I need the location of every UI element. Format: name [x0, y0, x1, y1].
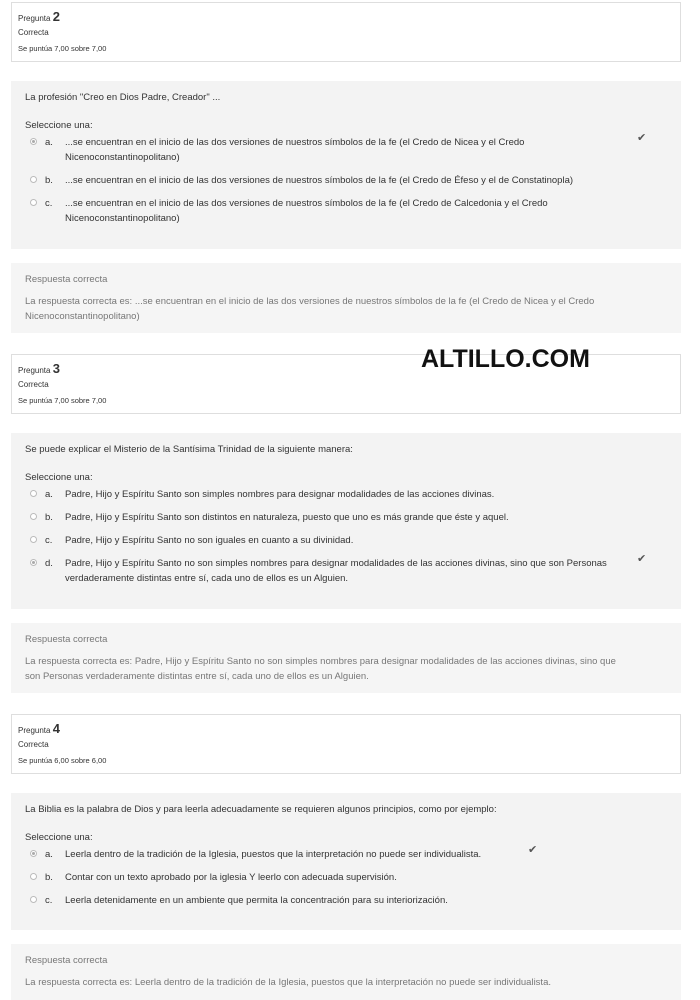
- answer-letter: b.: [45, 175, 53, 186]
- question-number: Pregunta 3: [18, 361, 60, 376]
- answer-letter: c.: [45, 198, 53, 209]
- answer-option-c[interactable]: [25, 893, 667, 908]
- answer-letter: c.: [45, 535, 53, 546]
- question-grade: Se puntúa 7,00 sobre 7,00: [18, 44, 107, 53]
- check-icon: ✔: [528, 844, 538, 856]
- answer-list: [25, 132, 667, 226]
- answer-text: Padre, Hijo y Espíritu Santo no son simples nombres para designar modalidades de las acciones divinas, sino que son Personas verdaderamente distintas entre sí, cada uno de ellos es un Alguien.: [65, 558, 607, 584]
- answer-letter: b.: [45, 512, 53, 523]
- answer-prompt: Seleccione una:: [25, 472, 93, 483]
- answer-option-d[interactable]: [25, 553, 667, 586]
- answer-option-b[interactable]: [25, 870, 667, 885]
- answer-option-b[interactable]: [25, 510, 667, 525]
- answer-letter: a.: [45, 489, 53, 500]
- radio-button[interactable]: [30, 199, 37, 206]
- question-grade: Se puntúa 7,00 sobre 7,00: [18, 396, 107, 405]
- question-2-info: [11, 2, 681, 62]
- feedback-heading: Respuesta correcta: [25, 634, 108, 645]
- check-icon: ✔: [637, 553, 647, 565]
- feedback-heading: Respuesta correcta: [25, 955, 108, 966]
- radio-button[interactable]: [30, 513, 37, 520]
- question-number: Pregunta 2: [18, 9, 60, 24]
- question-number: Pregunta 4: [18, 721, 60, 736]
- answer-option-a[interactable]: [25, 132, 667, 165]
- question-state: Correcta: [18, 28, 49, 37]
- radio-button[interactable]: [30, 138, 37, 145]
- answer-list: [25, 844, 667, 908]
- radio-button[interactable]: [30, 490, 37, 497]
- feedback-text: La respuesta correcta es: ...se encuentran en el inicio de las dos versiones de nuestros símbolos de la fe (el Credo de Nicea y el Credo Nicenoconstantinopolitano): [25, 296, 595, 322]
- question-3-feedback: [11, 623, 681, 693]
- question-2-feedback: [11, 263, 681, 333]
- answer-option-a[interactable]: [25, 487, 667, 502]
- answer-letter: a.: [45, 849, 53, 860]
- answer-text: Padre, Hijo y Espíritu Santo son simples nombres para designar modalidades de las acciones divinas.: [65, 489, 495, 500]
- question-text: Se puede explicar el Misterio de la Santísima Trinidad de la siguiente manera:: [25, 444, 353, 455]
- radio-button[interactable]: [30, 559, 37, 566]
- question-grade: Se puntúa 6,00 sobre 6,00: [18, 756, 107, 765]
- answer-text: ...se encuentran en el inicio de las dos versiones de nuestros símbolos de la fe (el Credo de Calcedonia y el Credo Nicenoconstantinopolitano): [65, 198, 548, 224]
- answer-option-a[interactable]: [25, 844, 667, 862]
- answer-list: [25, 487, 667, 586]
- feedback-text: La respuesta correcta es: Leerla dentro de la tradición de la Iglesia, puestos que la interpretación no puede ser individualista.: [25, 977, 551, 988]
- answer-option-c[interactable]: [25, 196, 667, 226]
- radio-button[interactable]: [30, 850, 37, 857]
- answer-text: Leerla detenidamente en un ambiente que permita la concentración para su interiorización.: [65, 895, 448, 906]
- answer-letter: a.: [45, 137, 53, 148]
- answer-text: ...se encuentran en el inicio de las dos versiones de nuestros símbolos de la fe (el Credo de Éfeso y el de Constatinopla): [65, 175, 574, 186]
- feedback-text: La respuesta correcta es: Padre, Hijo y Espíritu Santo no son simples nombres para designar modalidades de las acciones divinas, sino que son Personas verdaderamente distintas entre sí, cada uno de ellos es un Alguien.: [25, 656, 616, 682]
- question-3-content: [11, 433, 681, 609]
- answer-letter: b.: [45, 872, 53, 883]
- answer-text: Padre, Hijo y Espíritu Santo no son iguales en cuanto a su divinidad.: [65, 535, 354, 546]
- answer-letter: d.: [45, 558, 53, 569]
- radio-button[interactable]: [30, 536, 37, 543]
- question-text: La profesión "Creo en Dios Padre, Creador" ...: [25, 92, 221, 103]
- answer-prompt: Seleccione una:: [25, 120, 93, 131]
- answer-text: Leerla dentro de la tradición de la Iglesia, puestos que la interpretación no puede ser individualista.: [65, 849, 482, 860]
- radio-button[interactable]: [30, 873, 37, 880]
- radio-button[interactable]: [30, 896, 37, 903]
- question-2-content: [11, 81, 681, 249]
- question-state: Correcta: [18, 740, 49, 749]
- question-4-info: [11, 714, 681, 774]
- answer-text: Contar con un texto aprobado por la iglesia Y leerlo con adecuada supervisión.: [65, 872, 397, 883]
- radio-button[interactable]: [30, 176, 37, 183]
- answer-prompt: Seleccione una:: [25, 832, 93, 843]
- question-4-content: [11, 793, 681, 930]
- answer-text: ...se encuentran en el inicio de las dos versiones de nuestros símbolos de la fe (el Credo de Nicea y el Credo Nicenoconstantinopolitano): [65, 137, 525, 163]
- answer-option-c[interactable]: [25, 533, 667, 548]
- answer-text: Padre, Hijo y Espíritu Santo son distintos en naturaleza, puesto que uno es más grande que éste y aquel.: [65, 512, 509, 523]
- feedback-heading: Respuesta correcta: [25, 274, 108, 285]
- answer-option-b[interactable]: [25, 173, 667, 188]
- question-state: Correcta: [18, 380, 49, 389]
- question-text: La Biblia es la palabra de Dios y para leerla adecuadamente se requieren algunos principios, como por ejemplo:: [25, 804, 497, 815]
- watermark: ALTILLO.COM: [421, 345, 590, 373]
- question-4-feedback: [11, 944, 681, 1000]
- check-icon: ✔: [637, 132, 647, 144]
- answer-letter: c.: [45, 895, 53, 906]
